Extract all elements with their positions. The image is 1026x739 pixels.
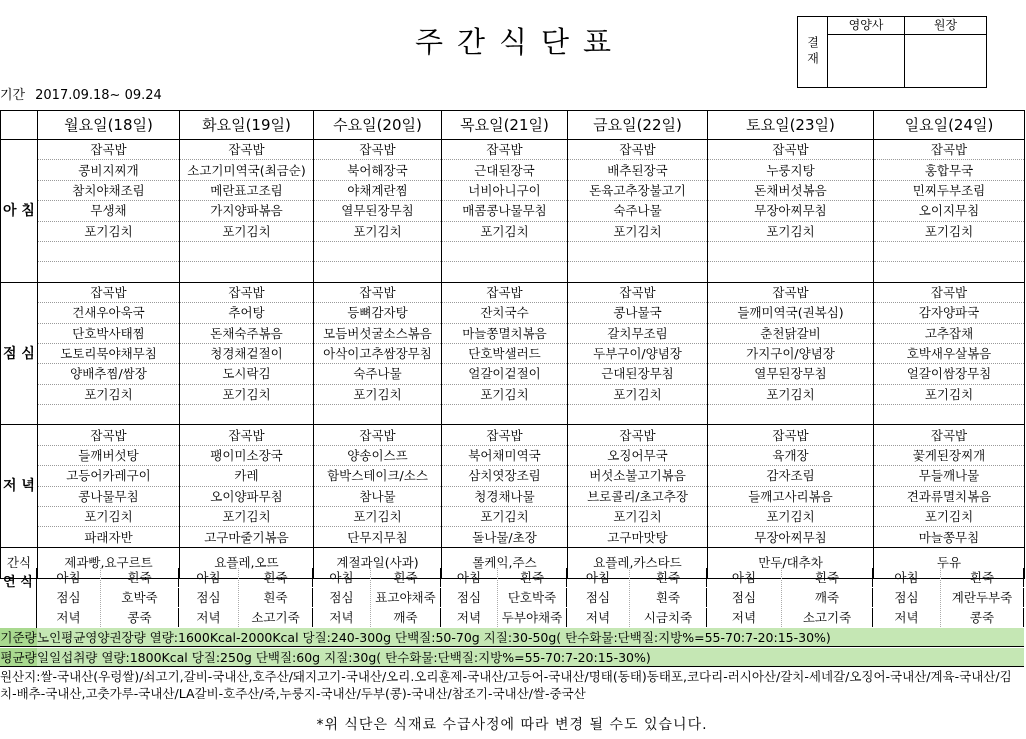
menu-cell: 북어해장국 — [314, 160, 442, 180]
day-header: 토요일(23일) — [708, 111, 874, 140]
menu-cell: 포기김치 — [38, 507, 180, 527]
menu-cell: 잡곡밥 — [874, 140, 1025, 160]
porridge-meal: 점심 — [707, 588, 782, 607]
menu-cell — [874, 405, 1025, 425]
porridge-meal: 저녁 — [313, 608, 371, 627]
porridge-meal: 점심 — [441, 588, 498, 607]
porridge-meal: 아침 — [707, 568, 782, 587]
porridge-item: 두부야채죽 — [498, 608, 567, 627]
menu-cell — [874, 262, 1025, 282]
porridge-item: 흰죽 — [630, 568, 707, 587]
menu-cell: 무장아찌무침 — [708, 201, 874, 221]
menu-cell: 단호박샐러드 — [442, 343, 568, 363]
menu-cell: 숙주나물 — [314, 364, 442, 384]
standard-tag: 기준량 — [0, 630, 37, 645]
menu-cell — [708, 405, 874, 425]
menu-cell: 고구마줄기볶음 — [180, 527, 314, 547]
menu-row — [1, 262, 1025, 282]
menu-row — [1, 466, 1025, 486]
menu-cell: 모듬버섯굴소스볶음 — [314, 323, 442, 343]
menu-cell: 두부구이/양념장 — [568, 343, 708, 363]
porridge-item: 소고기죽 — [782, 608, 873, 627]
menu-cell — [442, 405, 568, 425]
menu-cell: 청경채나물 — [442, 486, 568, 506]
porridge-item: 표고야채죽 — [371, 588, 441, 607]
menu-cell: 포기김치 — [442, 384, 568, 404]
menu-cell — [38, 405, 180, 425]
porridge-meal: 아침 — [441, 568, 498, 587]
menu-cell: 잡곡밥 — [568, 425, 708, 445]
porridge-item: 흰죽 — [782, 568, 873, 587]
menu-cell: 포기김치 — [708, 507, 874, 527]
menu-cell: 돌나물/초장 — [442, 527, 568, 547]
snack-cell: 롤케익,주스 — [442, 547, 568, 578]
menu-cell: 포기김치 — [314, 384, 442, 404]
menu-cell: 포기김치 — [180, 384, 314, 404]
approval-side-text: 결재 — [805, 36, 820, 68]
menu-cell: 포기김치 — [568, 221, 708, 241]
porridge-meal: 아침 — [313, 568, 371, 587]
porridge-item: 콩죽 — [101, 608, 179, 627]
porridge-item: 흰죽 — [371, 568, 441, 587]
menu-row — [1, 201, 1025, 221]
porridge-item: 단호박죽 — [498, 588, 567, 607]
menu-cell: 양배추찜/쌈장 — [38, 364, 180, 384]
menu-row — [1, 160, 1025, 180]
menu-cell: 잡곡밥 — [38, 140, 180, 160]
menu-cell: 마늘쫑무침 — [874, 527, 1025, 547]
menu-row — [1, 343, 1025, 363]
menu-cell: 도시락김 — [180, 364, 314, 384]
porridge-meal: 아침 — [873, 568, 941, 587]
average-text: 일일섭취량 열량:1800Kcal 당질:250g 단백질:60g 지질:30g( 탄수화물:단백질:지방%=55-70:7-20:15-30%) — [37, 650, 651, 665]
menu-cell: 포기김치 — [38, 221, 180, 241]
menu-cell: 잡곡밥 — [442, 140, 568, 160]
menu-cell — [314, 241, 442, 261]
menu-cell: 가지구이/양념장 — [708, 343, 874, 363]
porridge-item: 콩죽 — [941, 608, 1024, 627]
menu-cell — [38, 262, 180, 282]
menu-cell: 아삭이고추쌈장무침 — [314, 343, 442, 363]
menu-cell: 가지양파볶음 — [180, 201, 314, 221]
approval-box — [797, 16, 987, 88]
menu-cell: 호박새우살볶음 — [874, 343, 1025, 363]
menu-cell: 추어탕 — [180, 303, 314, 323]
menu-row — [1, 364, 1025, 384]
porridge-meal: 저녁 — [567, 608, 630, 627]
porridge-item: 계란두부죽 — [941, 588, 1024, 607]
menu-cell: 견과류멸치볶음 — [874, 486, 1025, 506]
menu-cell: 참치야채조림 — [38, 180, 180, 200]
menu-cell: 잔치국수 — [442, 303, 568, 323]
menu-cell: 고구마맛탕 — [568, 527, 708, 547]
menu-cell: 청경채겉절이 — [180, 343, 314, 363]
menu-cell: 갈치무조림 — [568, 323, 708, 343]
menu-cell: 돈육고추장불고기 — [568, 180, 708, 200]
menu-cell: 무생채 — [38, 201, 180, 221]
menu-cell: 콩나물국 — [568, 303, 708, 323]
menu-cell: 꽃게된장찌개 — [874, 445, 1025, 465]
porridge-item: 흰죽 — [941, 568, 1024, 587]
menu-cell: 메란표고조림 — [180, 180, 314, 200]
menu-cell — [314, 405, 442, 425]
porridge-meal: 아침 — [567, 568, 630, 587]
menu-cell: 누룽지탕 — [708, 160, 874, 180]
snack-cell: 계절과일(사과) — [314, 547, 442, 578]
menu-cell: 잡곡밥 — [874, 425, 1025, 445]
menu-cell: 포기김치 — [314, 221, 442, 241]
menu-cell: 포기김치 — [314, 507, 442, 527]
menu-cell: 마늘쫑멸치볶음 — [442, 323, 568, 343]
menu-cell: 잡곡밥 — [568, 282, 708, 302]
porridge-meal: 저녁 — [873, 608, 941, 627]
period — [0, 84, 172, 103]
porridge-item: 흰죽 — [239, 588, 313, 607]
menu-cell: 돈채버섯볶음 — [708, 180, 874, 200]
menu-cell: 팽이미소장국 — [180, 445, 314, 465]
menu-cell: 포기김치 — [708, 384, 874, 404]
approval-col2-label: 원장 — [905, 17, 986, 35]
day-header: 금요일(22일) — [568, 111, 708, 140]
menu-cell: 북어채미역국 — [442, 445, 568, 465]
menu-cell: 무들깨나물 — [874, 466, 1025, 486]
porridge-meal: 아침 — [37, 568, 101, 587]
menu-cell: 포기김치 — [38, 384, 180, 404]
menu-row — [1, 384, 1025, 404]
porridge-item: 호박죽 — [101, 588, 179, 607]
porridge-meal: 점심 — [567, 588, 630, 607]
menu-cell: 매콤콩나물무침 — [442, 201, 568, 221]
menu-cell: 감자조림 — [708, 466, 874, 486]
menu-cell: 파래자반 — [38, 527, 180, 547]
menu-row — [1, 445, 1025, 465]
snack-cell: 요플레,카스타드 — [568, 547, 708, 578]
menu-cell: 숙주나물 — [568, 201, 708, 221]
menu-cell: 들깨버섯탕 — [38, 445, 180, 465]
meal-label: 저 녁 — [1, 425, 38, 547]
porridge-item: 깨죽 — [782, 588, 873, 607]
porridge-item: 흰죽 — [630, 588, 707, 607]
menu-cell: 콩나물무침 — [38, 486, 180, 506]
average-tag: 평균량 — [0, 650, 37, 665]
menu-cell: 소고기미역국(최금순) — [180, 160, 314, 180]
menu-row — [1, 527, 1025, 547]
menu-cell: 포기김치 — [180, 221, 314, 241]
menu-cell: 잡곡밥 — [314, 282, 442, 302]
menu-cell: 양송이스프 — [314, 445, 442, 465]
menu-cell: 단호박사태찜 — [38, 323, 180, 343]
standard-text: 노인평균영양권장량 열량:1600Kcal-2000Kcal 당질:240-300g 단백질:50-70g 지질:30-50g( 탄수화물:단백질:지방%=55-70:7-20:15-30%) — [37, 630, 831, 645]
menu-cell — [568, 241, 708, 261]
page-title: 주간식단표 — [414, 25, 626, 59]
period-label: 기간 — [0, 88, 26, 103]
menu-row — [1, 180, 1025, 200]
menu-cell — [568, 262, 708, 282]
footer-note: *위 식단은 식재료 수급사정에 따라 변경 될 수도 있습니다. — [316, 717, 708, 733]
menu-cell: 오징어무국 — [568, 445, 708, 465]
menu-cell: 돈채숙주볶음 — [180, 323, 314, 343]
menu-cell: 고추잡채 — [874, 323, 1025, 343]
menu-cell: 포기김치 — [708, 221, 874, 241]
menu-row — [1, 140, 1025, 160]
menu-cell — [568, 405, 708, 425]
menu-cell: 단무지무침 — [314, 527, 442, 547]
porridge-meal: 점심 — [37, 588, 101, 607]
menu-cell: 잡곡밥 — [568, 140, 708, 160]
approval-label — [798, 17, 828, 87]
menu-cell: 포기김치 — [568, 384, 708, 404]
menu-row — [1, 241, 1025, 261]
menu-cell: 잡곡밥 — [708, 425, 874, 445]
menu-cell: 포기김치 — [180, 507, 314, 527]
menu-cell: 참나물 — [314, 486, 442, 506]
menu-cell: 브로콜리/초고추장 — [568, 486, 708, 506]
menu-table — [0, 110, 1025, 579]
menu-cell: 홍합무국 — [874, 160, 1025, 180]
day-header: 화요일(19일) — [180, 111, 314, 140]
menu-cell: 민찌두부조림 — [874, 180, 1025, 200]
menu-cell: 포기김치 — [442, 221, 568, 241]
snack-cell: 만두/대추차 — [708, 547, 874, 578]
menu-row — [1, 507, 1025, 527]
porridge-meal: 점심 — [873, 588, 941, 607]
period-value: 2017.09.18~ 09.24 — [35, 88, 162, 103]
porridge-item: 시금치죽 — [630, 608, 707, 627]
menu-row — [1, 323, 1025, 343]
porridge-meal: 저녁 — [37, 608, 101, 627]
menu-cell: 감자양파국 — [874, 303, 1025, 323]
menu-cell: 잡곡밥 — [180, 282, 314, 302]
porridge-meal: 점심 — [179, 588, 239, 607]
meal-label: 아 침 — [1, 140, 38, 283]
menu-cell: 근대된장무침 — [568, 364, 708, 384]
day-header: 목요일(21일) — [442, 111, 568, 140]
menu-cell: 근대된장국 — [442, 160, 568, 180]
menu-cell: 함박스테이크/소스 — [314, 466, 442, 486]
menu-row — [1, 282, 1025, 302]
porridge-meal: 저녁 — [179, 608, 239, 627]
menu-cell: 야채계란찜 — [314, 180, 442, 200]
menu-row — [1, 425, 1025, 445]
day-header: 월요일(18일) — [38, 111, 180, 140]
standard-intake-bar — [0, 628, 1024, 647]
snack-cell: 제과빵,요구르트 — [38, 547, 180, 578]
porridge-meal: 저녁 — [707, 608, 782, 627]
menu-cell: 열무된장무침 — [314, 201, 442, 221]
menu-cell — [180, 241, 314, 261]
menu-cell: 버섯소불고기볶음 — [568, 466, 708, 486]
menu-cell: 카레 — [180, 466, 314, 486]
menu-cell — [180, 262, 314, 282]
menu-cell — [314, 262, 442, 282]
origin-info: 원산지:쌀-국내산(우렁쌀)/쇠고기,갈비-국내산,호주산/돼지고기-국내산/오리.오리훈제-국내산/고등어-국내산/명태(동태)동태포,코다리-러시아산/갈치-세네갈/오징어-국내산/계육-국내산/김치-배추-국내산,고춧가루-국내산/LA갈비-호주산/죽,누룽지-국내산/두부(콩)-국내산/참조기-국내산/쌀-중국산 — [0, 669, 1012, 701]
menu-row — [1, 486, 1025, 506]
menu-cell: 오이지무침 — [874, 201, 1025, 221]
menu-cell: 포기김치 — [874, 507, 1025, 527]
menu-cell: 들깨고사리볶음 — [708, 486, 874, 506]
average-intake-bar — [0, 648, 1024, 667]
porridge-item: 흰죽 — [101, 568, 179, 587]
menu-cell: 잡곡밥 — [38, 425, 180, 445]
menu-cell: 열무된장무침 — [708, 364, 874, 384]
menu-cell: 포기김치 — [874, 221, 1025, 241]
menu-cell: 잡곡밥 — [180, 425, 314, 445]
porridge-meal: 아침 — [179, 568, 239, 587]
menu-cell: 무장아찌무침 — [708, 527, 874, 547]
menu-cell — [180, 405, 314, 425]
snack-cell: 요플레,오뜨 — [180, 547, 314, 578]
menu-cell: 잡곡밥 — [314, 140, 442, 160]
menu-cell: 등뼈감자탕 — [314, 303, 442, 323]
menu-cell: 잡곡밥 — [708, 140, 874, 160]
menu-row — [1, 303, 1025, 323]
snack-cell: 두유 — [874, 547, 1025, 578]
menu-cell: 잡곡밥 — [708, 282, 874, 302]
menu-cell — [442, 262, 568, 282]
menu-cell: 너비아니구이 — [442, 180, 568, 200]
porridge-meal: 저녁 — [441, 608, 498, 627]
meal-label: 점 심 — [1, 282, 38, 425]
porridge-item: 소고기죽 — [239, 608, 313, 627]
menu-cell: 잡곡밥 — [180, 140, 314, 160]
menu-cell — [38, 241, 180, 261]
menu-cell — [708, 262, 874, 282]
day-header: 일요일(24일) — [874, 111, 1025, 140]
approval-col1-label: 영양사 — [828, 17, 904, 35]
menu-cell: 포기김치 — [568, 507, 708, 527]
menu-cell: 잡곡밥 — [314, 425, 442, 445]
porridge-label: 연 식 — [0, 568, 37, 628]
menu-cell: 고등어카레구이 — [38, 466, 180, 486]
menu-cell: 잡곡밥 — [442, 425, 568, 445]
day-header: 수요일(20일) — [314, 111, 442, 140]
menu-row — [1, 405, 1025, 425]
porridge-item: 흰죽 — [239, 568, 313, 587]
day-header-row — [1, 111, 1025, 140]
menu-cell: 육개장 — [708, 445, 874, 465]
menu-cell: 포기김치 — [874, 384, 1025, 404]
menu-cell: 얼갈이겉절이 — [442, 364, 568, 384]
menu-cell: 도토리묵야채무침 — [38, 343, 180, 363]
menu-row — [1, 221, 1025, 241]
menu-cell: 포기김치 — [442, 507, 568, 527]
menu-cell: 잡곡밥 — [874, 282, 1025, 302]
menu-cell: 건새우아욱국 — [38, 303, 180, 323]
menu-cell: 오이양파무침 — [180, 486, 314, 506]
approval-col-nutritionist — [828, 17, 905, 87]
menu-cell: 잡곡밥 — [442, 282, 568, 302]
menu-cell: 잡곡밥 — [38, 282, 180, 302]
menu-cell — [874, 241, 1025, 261]
menu-cell: 춘천닭갈비 — [708, 323, 874, 343]
menu-cell: 콩비지찌개 — [38, 160, 180, 180]
porridge-item: 흰죽 — [498, 568, 567, 587]
menu-cell: 얼갈이쌈장무침 — [874, 364, 1025, 384]
approval-col-director — [905, 17, 986, 87]
menu-cell — [708, 241, 874, 261]
corner-cell — [1, 111, 38, 140]
porridge-meal: 점심 — [313, 588, 371, 607]
menu-cell: 삼치엿장조림 — [442, 466, 568, 486]
menu-cell: 들깨미역국(권복심) — [708, 303, 874, 323]
menu-cell — [442, 241, 568, 261]
porridge-item: 깨죽 — [371, 608, 441, 627]
snack-label: 간식 — [1, 547, 38, 578]
menu-cell: 배추된장국 — [568, 160, 708, 180]
